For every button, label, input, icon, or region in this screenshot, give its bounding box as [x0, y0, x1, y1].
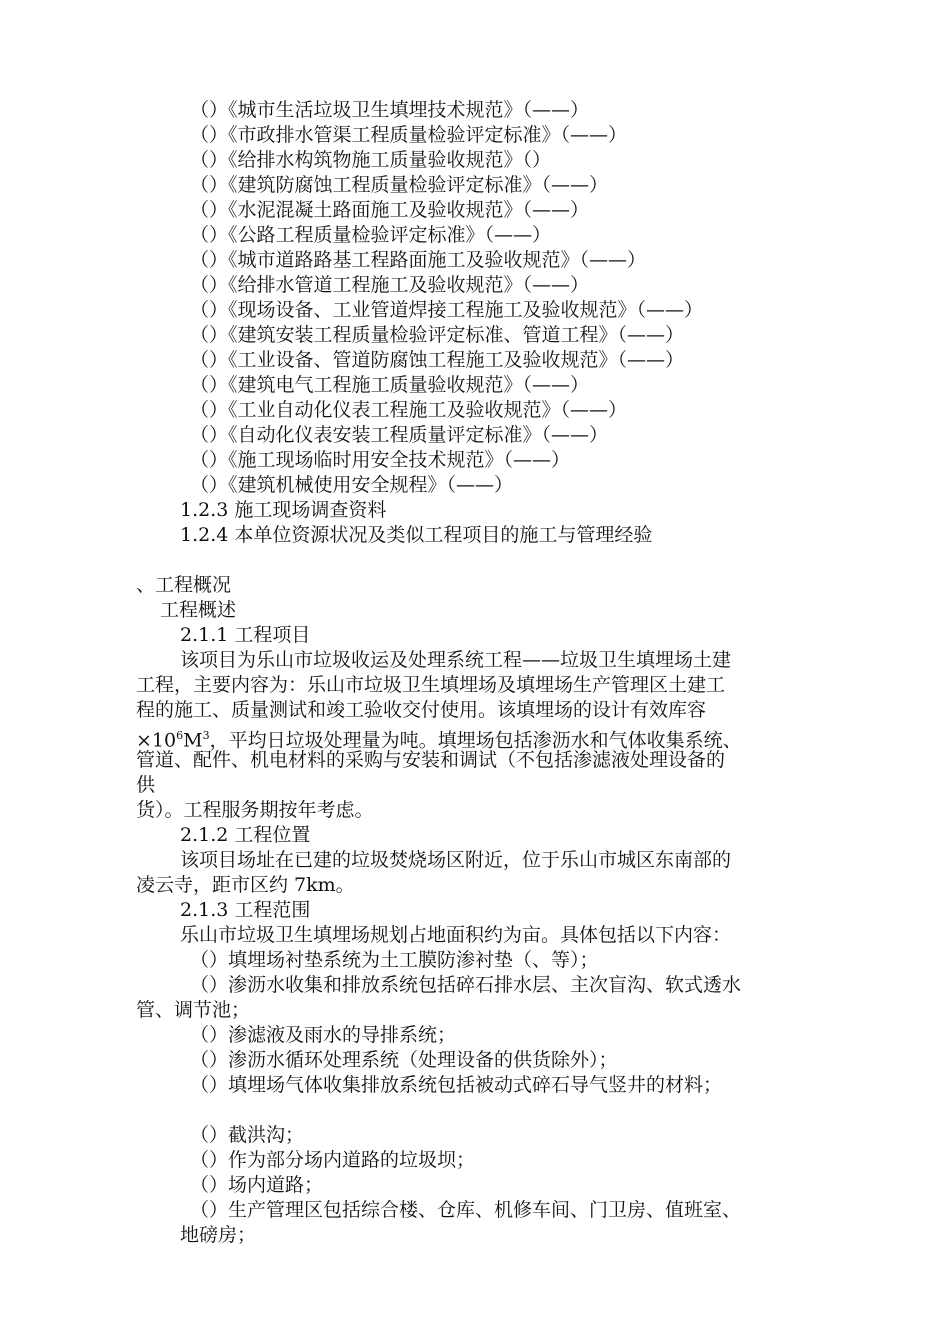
- paragraph-line: 程的施工、质量测试和竣工验收交付使用。该填埋场的设计有效库容: [136, 699, 707, 721]
- scope-item: （）填埋场气体收集排放系统包括被动式碎石导气竖井的材料；: [190, 1074, 723, 1096]
- capacity-exponent: 6: [176, 729, 184, 742]
- standard-item: （）《水泥混凝土路面施工及验收规范》（——）: [190, 199, 590, 221]
- scope-item: （）场内道路；: [190, 1174, 324, 1196]
- standard-item: （）《城市生活垃圾卫生填埋技术规范》（——）: [190, 99, 590, 121]
- scope-item-continuation: 地磅房；: [180, 1224, 257, 1246]
- paragraph-line: 凌云寺，距市区约 7km。: [136, 874, 355, 896]
- standard-item: （）《建筑电气工程施工质量验收规范》（——）: [190, 374, 590, 396]
- scope-item: （）截洪沟；: [190, 1124, 305, 1146]
- paragraph-line: 乐山市垃圾卫生填埋场规划占地面积约为亩。具体包括以下内容：: [180, 924, 732, 946]
- standard-item: （）《自动化仪表安装工程质量评定标准》（——）: [190, 424, 609, 446]
- paragraph-line: 货）。工程服务期按年考虑。: [136, 799, 374, 821]
- section-heading-1-2-4: 1.2.4 本单位资源状况及类似工程项目的施工与管理经验: [180, 524, 653, 546]
- standard-item: （）《建筑安装工程质量检验评定标准、管道工程》（——）: [190, 324, 685, 346]
- paragraph-line: 工程，主要内容为：乐山市垃圾卫生填埋场及填埋场生产管理区土建工: [136, 674, 726, 696]
- scope-item: （）渗沥水循环处理系统（处理设备的供货除外）；: [190, 1049, 618, 1071]
- standard-item: （）《工业自动化仪表工程施工及验收规范》（——）: [190, 399, 628, 421]
- section-heading-2-1: 工程概述: [160, 599, 237, 621]
- standard-item: （）《公路工程质量检验评定标准》（——）: [190, 224, 552, 246]
- scope-item: （）渗滤液及雨水的导排系统；: [190, 1024, 457, 1046]
- scope-item: （）作为部分场内道路的垃圾坝；: [190, 1149, 476, 1171]
- standard-item: （）《城市道路路基工程路面施工及验收规范》（——）: [190, 249, 647, 271]
- chapter-heading: 、工程概况: [136, 574, 232, 596]
- capacity-unit: M: [183, 729, 203, 752]
- scope-item: （）生产管理区包括综合楼、仓库、机修车间、门卫房、值班室、: [190, 1199, 742, 1221]
- scope-item: （）填埋场衬垫系统为土工膜防渗衬垫（、等）；: [190, 949, 599, 971]
- capacity-prefix: ×10: [136, 729, 177, 752]
- paragraph-line: 供: [136, 774, 156, 796]
- standard-item: （）《给排水管道工程施工及验收规范》（——）: [190, 274, 590, 296]
- paragraph-line: 该项目场址在已建的垃圾焚烧场区附近，位于乐山市城区东南部的: [180, 849, 732, 871]
- standard-item: （）《现场设备、工业管道焊接工程施工及验收规范》（——）: [190, 299, 704, 321]
- scope-item-continuation: 管、调节池；: [136, 999, 251, 1021]
- standard-item: （）《建筑机械使用安全规程》（——）: [190, 474, 514, 496]
- standard-item: （）《给排水构筑物施工质量验收规范》（）: [190, 149, 552, 171]
- capacity-rest: ，平均日垃圾处理量为吨。填埋场包括渗沥水和气体收集系统、: [209, 729, 742, 752]
- capacity-unit-exponent: 3: [202, 729, 210, 742]
- section-heading-2-1-2: 2.1.2 工程位置: [180, 824, 311, 846]
- paragraph-line: [136, 723, 742, 752]
- section-heading-2-1-1: 2.1.1 工程项目: [180, 624, 311, 646]
- section-heading-2-1-3: 2.1.3 工程范围: [180, 899, 311, 921]
- scope-item: （）渗沥水收集和排放系统包括碎石排水层、主次盲沟、软式透水: [190, 974, 742, 996]
- paragraph-line: 该项目为乐山市垃圾收运及处理系统工程——垃圾卫生填埋场土建: [180, 649, 732, 671]
- standard-item: （）《工业设备、管道防腐蚀工程施工及验收规范》（——）: [190, 349, 685, 371]
- standard-item: （）《施工现场临时用安全技术规范》（——）: [190, 449, 571, 471]
- paragraph-line: 管道、配件、机电材料的采购与安装和调试（不包括渗滤液处理设备的: [136, 749, 726, 771]
- standard-item: （）《市政排水管渠工程质量检验评定标准》（——）: [190, 124, 628, 146]
- section-heading-1-2-3: 1.2.3 施工现场调查资料: [180, 499, 387, 521]
- standard-item: （）《建筑防腐蚀工程质量检验评定标准》（——）: [190, 174, 609, 196]
